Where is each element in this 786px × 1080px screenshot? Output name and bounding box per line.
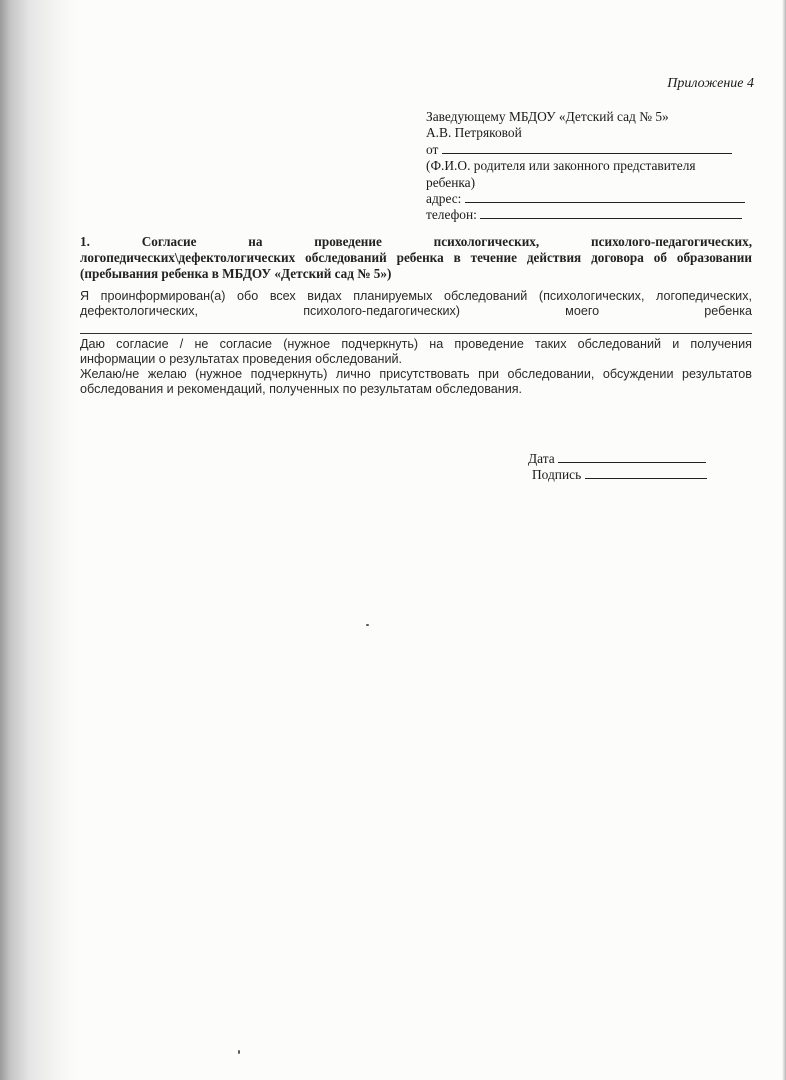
scan-speck [366,624,369,626]
para1-line-1: Я проинформирован(а) обо всех видах планируемых обследований (психологических, логопедических, [80,289,752,303]
consent-heading-line-2: логопедических\дефектологических обследований ребенка в течение действия договора об образовании [80,250,752,265]
para2-line-1: Даю согласие / не согласие (нужное подчеркнуть) на проведение таких обследований и получения [80,337,752,351]
from-row [426,142,756,158]
para3-line-1: Желаю/не желаю (нужное подчеркнуть) лично присутствовать при обследовании, обсуждении результатов [80,367,752,381]
appendix-label: Приложение 4 [667,76,754,91]
signature-row [528,467,707,483]
phone-blank-line[interactable] [480,207,742,219]
consent-heading-line-3: (пребывания ребенка в МБДОУ «Детский сад № 5») [80,266,392,281]
consent-body [80,289,752,397]
phone-label: телефон: [426,207,477,223]
address-label: адрес: [426,191,462,207]
consent-heading-line-1: 1. Согласие на проведение психологических, психолого-педагогических, [80,234,752,249]
scan-speck [238,1050,240,1054]
para2-line-2: информации о результатах проведения обследований. [80,352,403,366]
signature-label: Подпись [532,467,582,482]
from-blank-line[interactable] [442,142,732,154]
from-label: от [426,141,439,157]
date-label: Дата [528,451,555,466]
para1-line-2: дефектологических, психолого-педагогических) моего ребенка [80,304,752,318]
phone-row [426,207,756,223]
consent-heading [80,234,752,282]
para3-line-2: обследования и рекомендаций, полученных по результатам обследования. [80,382,523,396]
date-signature-block [528,451,707,483]
child-name-blank-line[interactable] [80,319,752,334]
addressee-block [426,109,756,224]
scan-shadow-left [0,0,78,1080]
addressee-line-1: Заведующему МБДОУ «Детский сад № 5» [426,109,669,124]
address-blank-line[interactable] [465,191,745,203]
scan-edge-right [782,0,786,1080]
from-hint-line-2: ребенка) [426,174,476,190]
signature-blank-line[interactable] [585,467,707,479]
date-blank-line[interactable] [558,451,706,463]
addressee-line-2: А.В. Петряковой [426,125,522,141]
from-hint-line-1: (Ф.И.О. родителя или законного представителя [426,158,696,174]
date-row [528,451,707,467]
address-row [426,191,756,207]
